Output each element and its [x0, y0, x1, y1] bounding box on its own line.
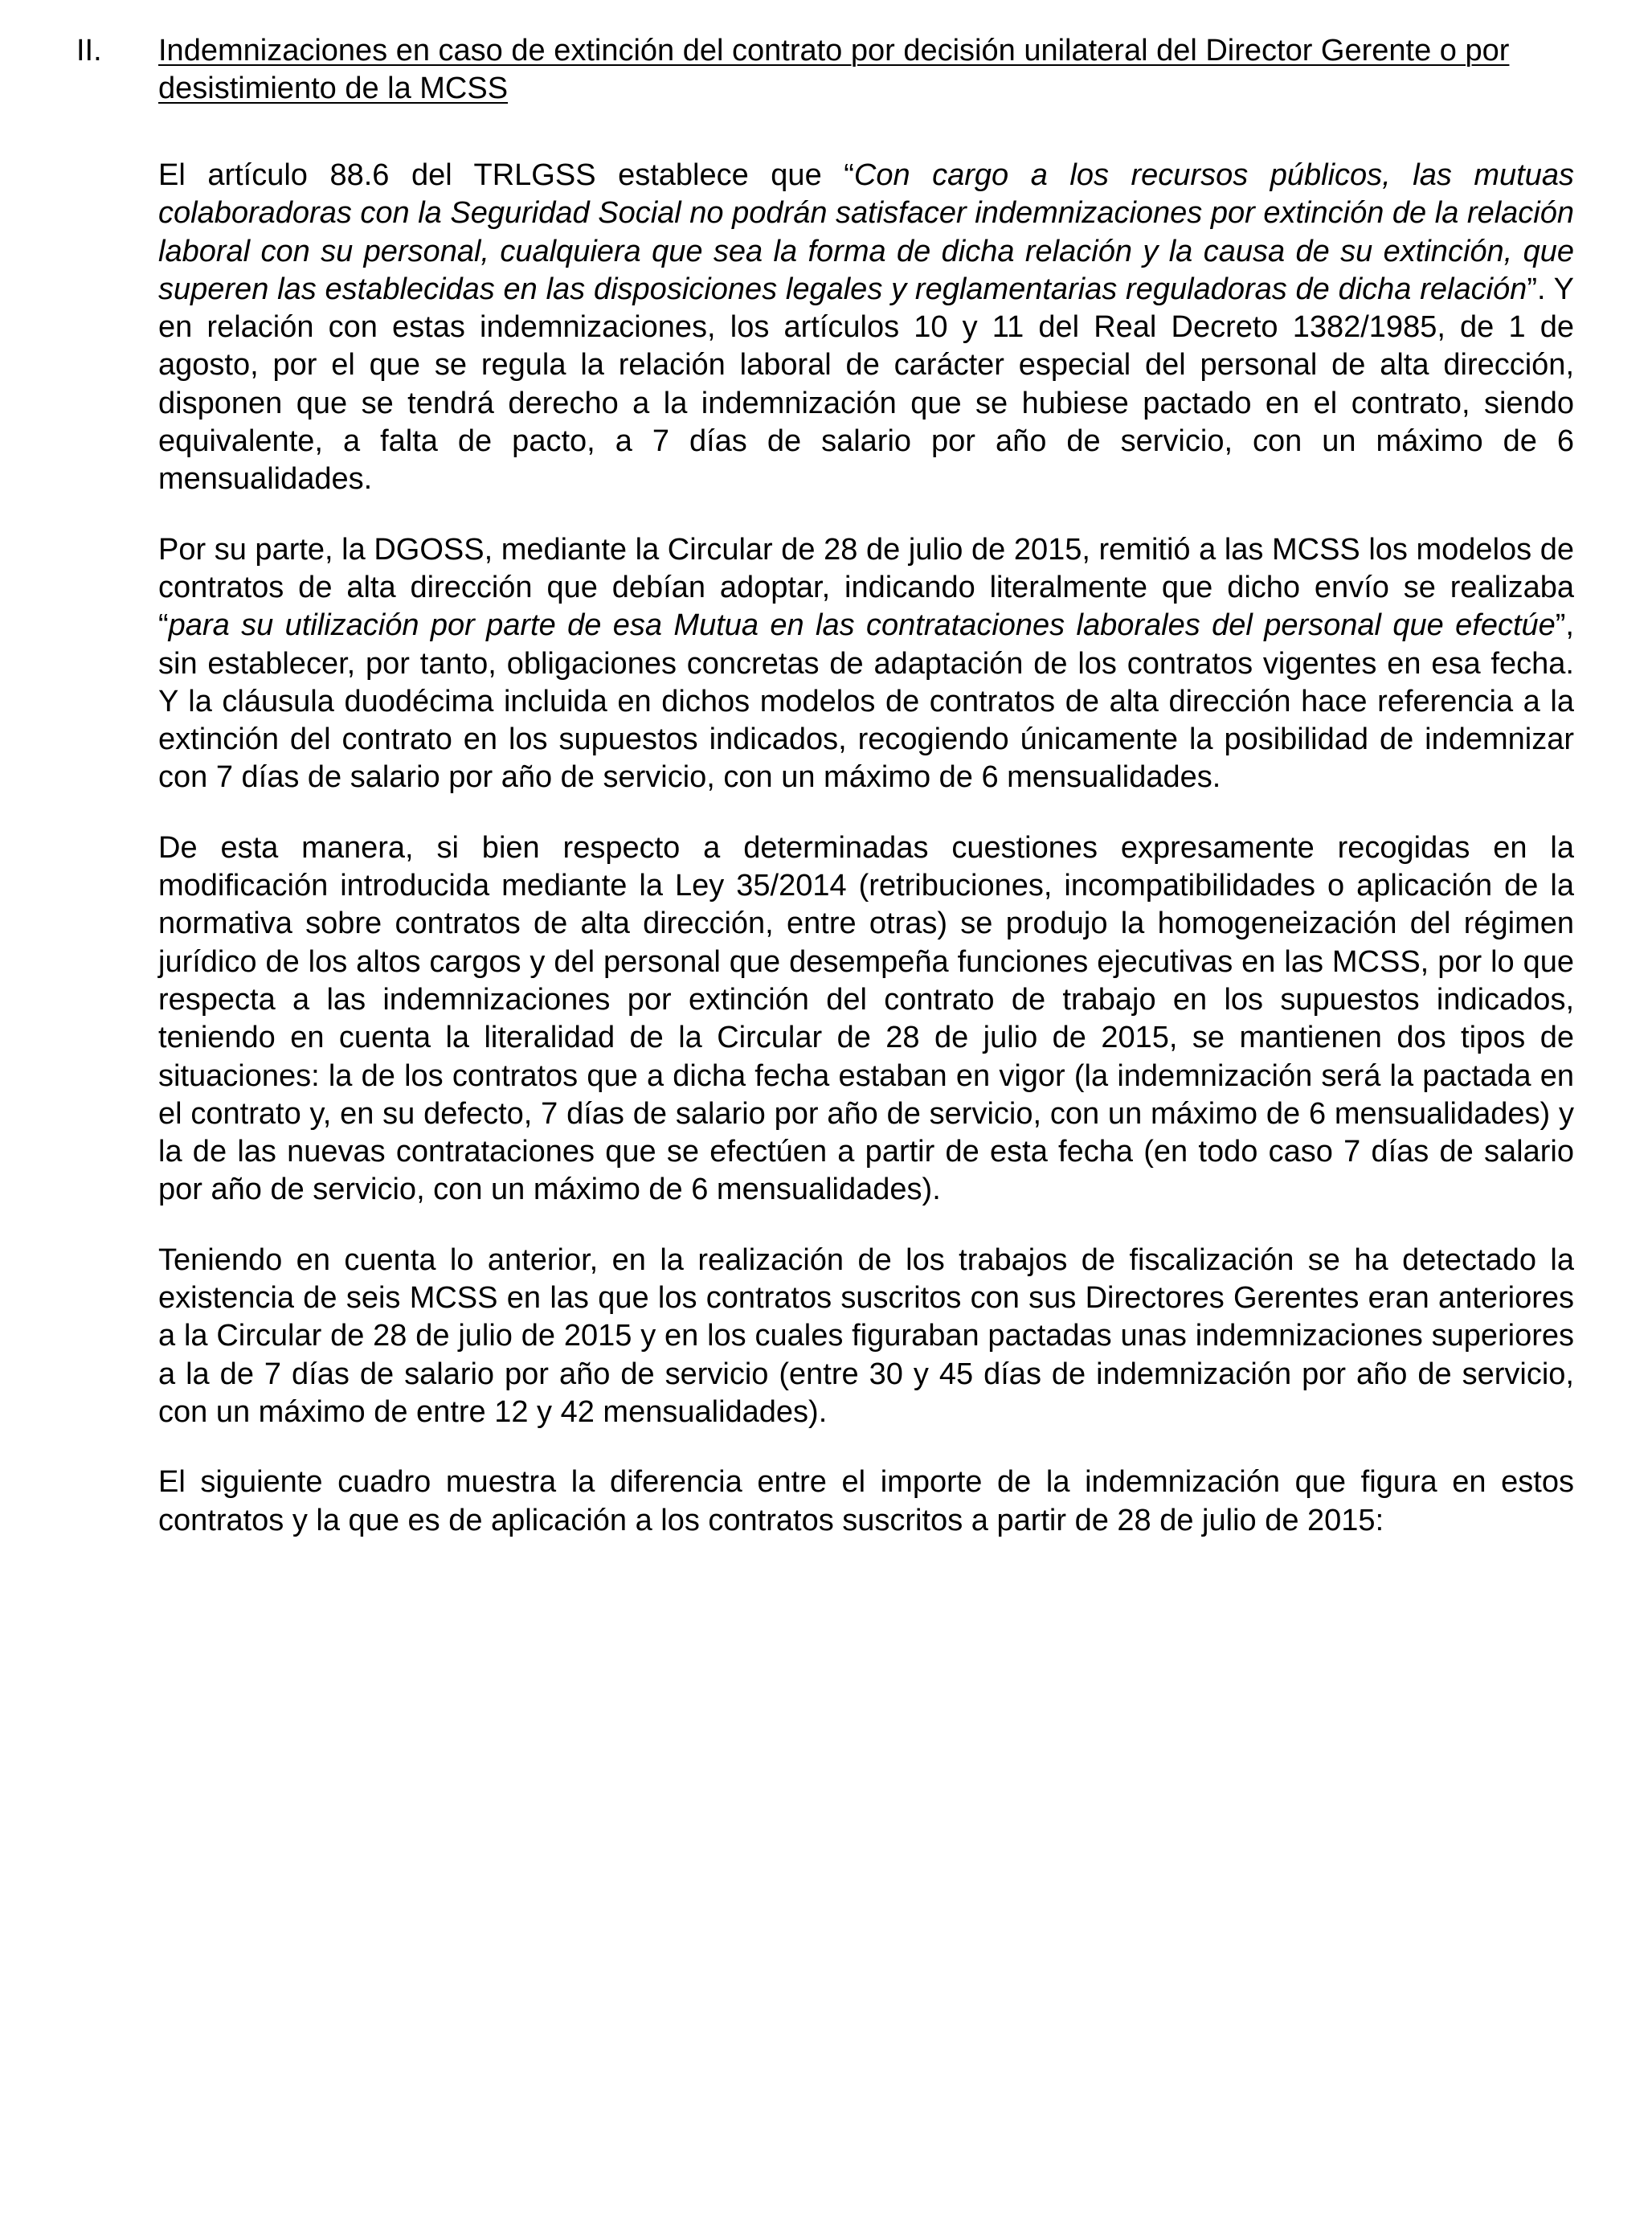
- section-number: II.: [76, 34, 102, 68]
- text-run: ”, sin establecer, por tanto, obligaciones concretas de adaptación de los contratos vigentes en esa fecha. Y la cláusula duodécima incluida en dichos modelos de contratos de alta dirección hace referencia a la extinción del contrato en los supuestos indicados, recogiendo únicamente la posibilidad de indemnizar con 7 días de salario por año de servicio, con un máximo de 6 mensualidades.: [158, 608, 1574, 795]
- text-run: Teniendo en cuenta lo anterior, en la realización de los trabajos de fiscalización se ha detectado la existencia de seis MCSS en las que los contratos suscritos con sus Directores Gerentes eran anteriores a la Circular de 28 de julio de 2015 y en los cuales figuraban pactadas unas indemnizaciones superiores a la de 7 días de salario por año de servicio (entre 30 y 45 días de indemnización por año de servicio, con un máximo de entre 12 y 42 mensualidades).: [158, 1242, 1574, 1429]
- text-run: ”. Y en relación con estas indemnizaciones, los artículos 10 y 11 del Real Decreto 1382/1985, de 1 de agosto, por el que se regula la relación laboral de carácter especial del personal de alta dirección, disponen que se tendrá derecho a la indemnización que se hubiese pactado en el contrato, siendo equivalente, a falta de pacto, a 7 días de salario por año de servicio, con un máximo de 6 mensualidades.: [158, 272, 1574, 497]
- paragraph-dgoss-circular: [158, 531, 1574, 797]
- paragraph-article-88: [158, 157, 1574, 499]
- document-body: [158, 157, 1574, 1572]
- text-run: El artículo 88.6 del TRLGSS establece que “: [158, 158, 854, 192]
- paragraph-findings: [158, 1242, 1574, 1431]
- paragraph-table-intro: [158, 1463, 1574, 1540]
- quoted-text: para su utilización por parte de esa Mutua en las contrataciones laborales del personal que efectúe: [168, 608, 1556, 643]
- paragraph-ley-35-2014: [158, 829, 1574, 1210]
- text-run: Por su parte, la DGOSS, mediante la Circular de 28 de julio de 2015, remitió a las MCSS los modelos de contratos de alta dirección que debían adoptar, indicando literalmente que dicho envío se realizaba “: [158, 532, 1574, 643]
- quoted-text: Con cargo a los recursos públicos, las mutuas colaboradoras con la Seguridad Social no podrán satisfacer indemnizaciones por extinción de la relación laboral con su personal, cualquiera que sea la forma de dicha relación y la causa de su extinción, que superen las establecidas en las disposiciones legales y reglamentarias reguladoras de dicha relación: [158, 158, 1574, 306]
- text-run: El siguiente cuadro muestra la diferencia entre el importe de la indemnización que figura en estos contratos y la que es de aplicación a los contratos suscritos a partir de 28 de julio de 2015:: [158, 1465, 1574, 1537]
- text-run: De esta manera, si bien respecto a determinadas cuestiones expresamente recogidas en la modificación introducida mediante la Ley 35/2014 (retribuciones, incompatibilidades o aplicación de la normativa sobre contratos de alta dirección, entre otras) se produjo la homogeneización del régimen jurídico de los altos cargos y del personal que desempeña funciones ejecutivas en las MCSS, por lo que respecta a las indemnizaciones por extinción del contrato de trabajo en los supuestos indicados, teniendo en cuenta la literalidad de la Circular de 28 de julio de 2015, se mantienen dos tipos de situaciones: la de los contratos que a dicha fecha estaban en vigor (la indemnización será la pactada en el contrato y, en su defecto, 7 días de salario por año de servicio, con un máximo de 6 mensualidades) y la de las nuevas contrataciones que se efectúen a partir de esta fecha (en todo caso 7 días de salario por año de servicio, con un máximo de 6 mensualidades).: [158, 830, 1574, 1207]
- section-title: Indemnizaciones en caso de extinción del contrato por decisión unilateral del Director Gerente o por desistimiento de la MCSS: [158, 34, 1510, 105]
